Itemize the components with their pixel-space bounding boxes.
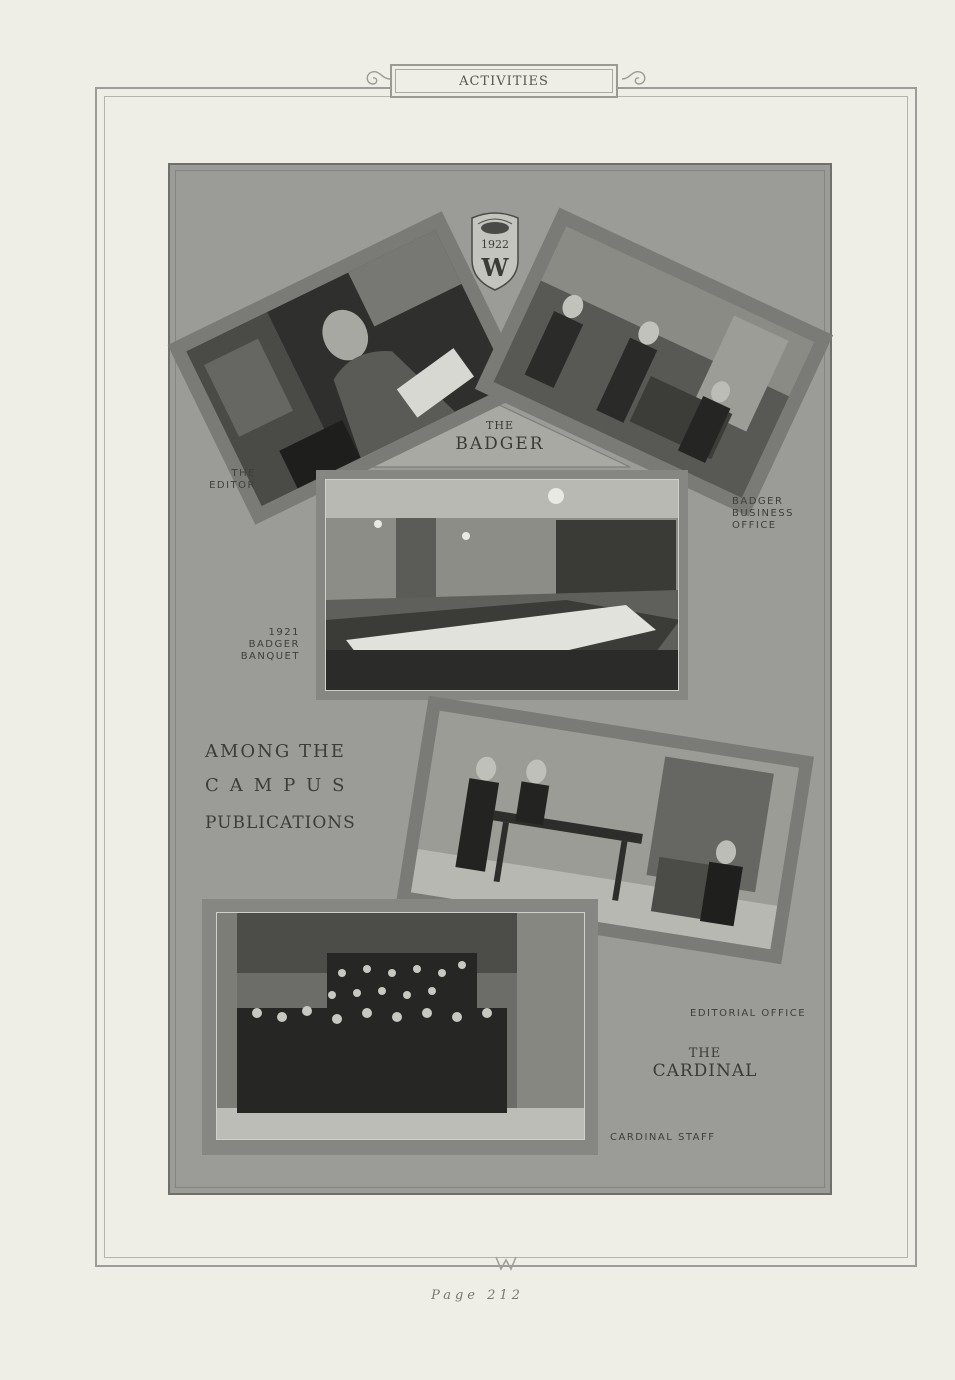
page-number: Page 212 [431,1288,524,1303]
emblem-letter: W [481,253,509,282]
heading-among-the: AMONG THE [205,741,346,762]
emblem-year: 1922 [481,238,509,251]
heading-publications: PUBLICATIONS [205,813,356,833]
caption-cardinal-staff: CARDINAL STAFF [610,1132,716,1143]
caption-1921-badger-banquet: 1921 BADGER BANQUET [240,627,300,662]
cardinal-title-the: THE [688,1046,722,1061]
banquet-photo [325,479,679,691]
badger-title-the: THE [486,419,514,432]
section-title: ACTIVITIES [459,74,549,89]
w-footer-mark-icon [495,1255,517,1271]
cardinal-staff-photo [216,912,585,1140]
w-1922-emblem-icon [468,208,522,292]
caption-badger-business-office: BADGER BUSINESS OFFICE [732,496,794,531]
header-cartouche [390,64,618,98]
heading-campus: CAMPUS [205,775,356,796]
scroll-ornament-left-icon [362,66,392,92]
cardinal-title: CARDINAL [652,1061,758,1081]
badger-title: BADGER [455,434,545,454]
caption-the-editor: THE EDITOR [209,468,256,491]
caption-editorial-office: EDITORIAL OFFICE [690,1008,807,1019]
scroll-ornament-right-icon [620,66,650,92]
